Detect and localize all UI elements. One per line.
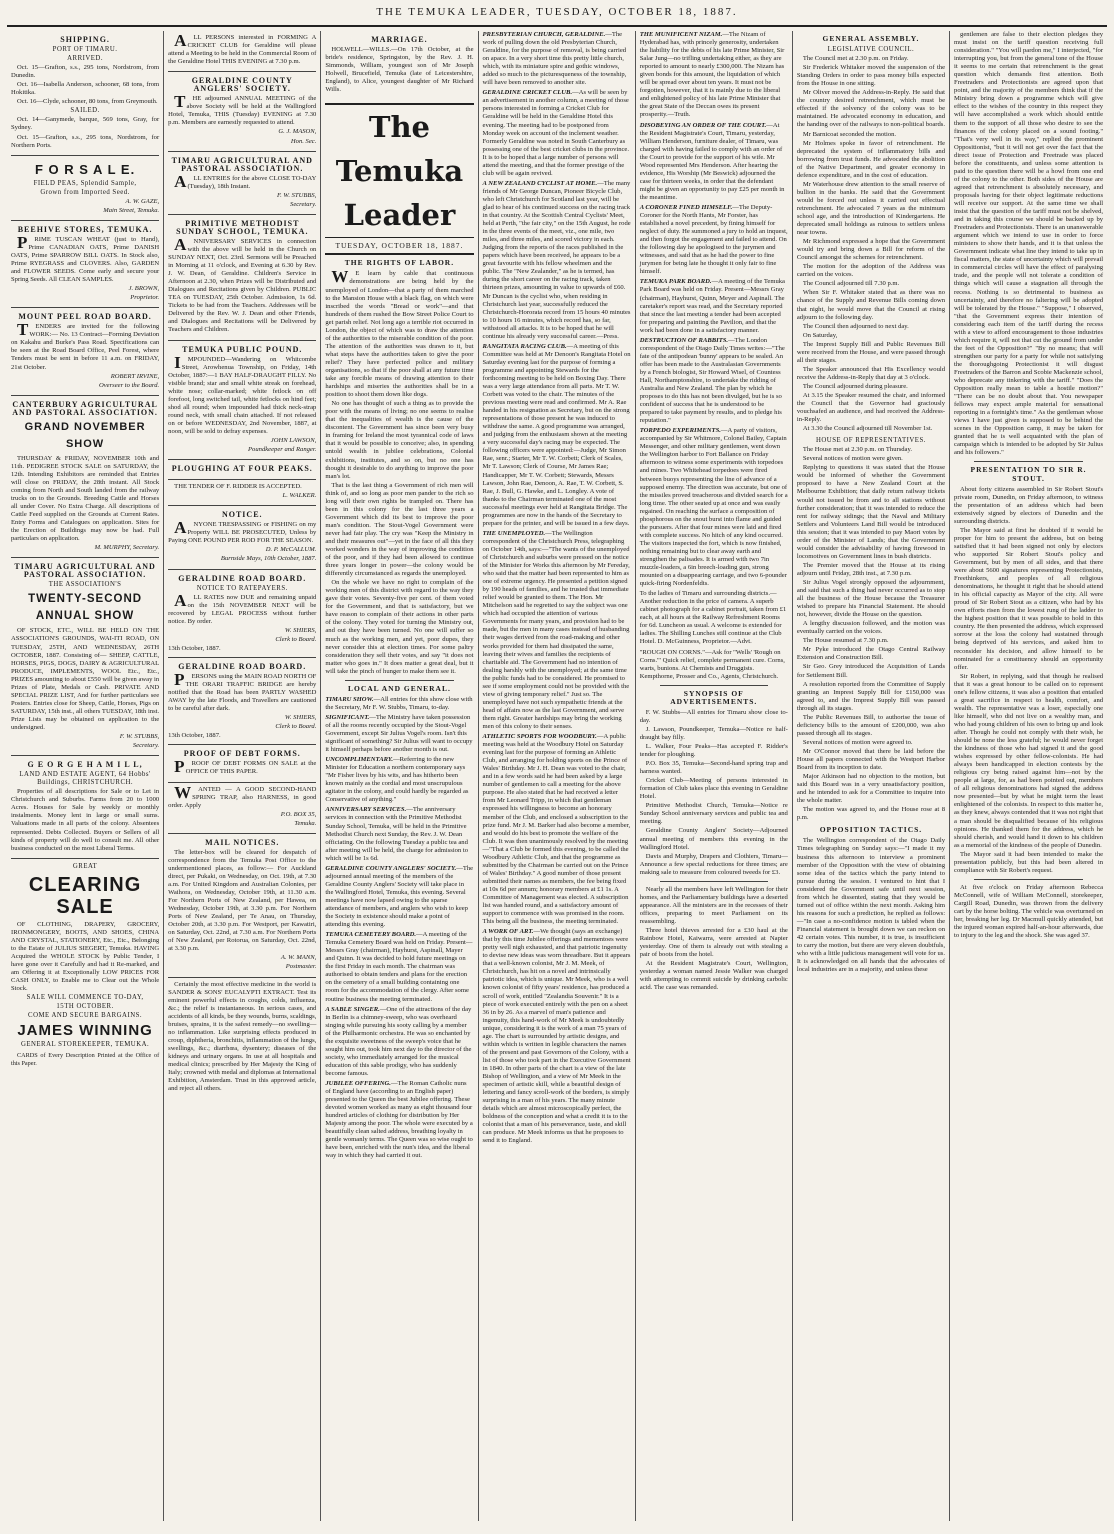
cricket-body: ALL PERSONS interested in FORMING A CRICKET CLUB for Geraldine will please attend a Meeting to be held in the Commercial Room of the Geraldine Hotel THIS EVENING at 7.30 p.m.	[168, 31, 317, 66]
advertiser-role: Overseer to the Board.	[98, 381, 160, 389]
editorial-paragraph: WE learn by cable that continuous demonstrations are being held by the unemployed of London—that a party of them marched to the Mansion House with a black flag, on which were inscribed the words "Bread or work"—and that hundreds of them rushed the Bow Street Police Court to get parish relief. Not long ago a terrible riot occurred in London, the object of which was to draw the attention of the authorities to the miserable condition of the poor. The attention of the authorities was drawn to it, but what steps have the authorities taken to give the poor relief? They have perfected police and military organisations, so that if the poor shall at any future time take any forcible means of drawing attention to their hardships and miseries the authorities shall be in a position to shoot them down like dogs.	[325, 267, 474, 399]
news-item-heading: TORPEDO EXPERIMENTS.	[639, 427, 721, 435]
clearing-body: OF CLOTHING, DRAPERY, GROCERY, IRONMONGERY, BOOTS, AND SHOES, CHINA AND CRYSTAL, STATIONERY, Etc., Etc., Belonging to the Estate of JULIUS SIEGERT, Temuka. HAVING Acquired the WHOLE STOCK by Public Tender, I have gone over it Carefully and had it Re-marked, and am Offering it at Exceptionally LOW PRICES FOR CASH ONLY, to Enable me to Clear out the Whole Stock.	[11, 920, 160, 993]
arrived-heading: ARRIVED.	[67, 55, 104, 63]
synopsis-item: Geraldine County Anglers' Society—Adjourned annual meeting of members this evening in the Wallingford Hotel.	[639, 827, 788, 851]
news-item-text: —As will be seen by an advertisement in another column, a meeting of those persons interested in forming a Cricket Club for Geraldine will be held in the Geraldine Hotel this evening. The meeting had to be postponed from Monday week on account of the inclement weather. Formerly Geraldine was noted in South Canterbury as possessing one of the best cricket clubs in the province. It is to be hoped that a large number of persons will attend the meeting, and that the former prestige of the club will be again revived.	[482, 89, 630, 177]
news-item	[325, 806, 473, 862]
news-item-heading: A WORK OF ART.	[482, 928, 534, 936]
news-item-text: —A public meeting was held at the Woodbury Hotel on Saturday evening last for the purpose of forming an Athletic Club, and arranging for holding sports on the Prince of Wales' Birthday. Mr J. H. Dean was voted to the chair, and in a few words said he had been asked by a large number of gentlemen to call a meeting for the above purpose. He also stated that he had received a letter from Mr Leonard Tripp, in which that gentleman expressed his willingness to become an honorary member of the Club, and enclosed a subscription to the prize fund. Mr J. M. Barker had also become a member, and would do his best to promote the welfare of the Club. It was then unanimously resolved by the meeting—"That a Club be formed this evening, to be called the Woodbury Athletic Club, and that the programme as submitted by the Chairman be carried out on the Prince of Wales' Birthday." A good number of those present submitted their names as members, the fee being fixed at 10s 6d per annum; honorary members at £1 1s. A Committee of Management was elected. A subscription list was handed round, and a satisfactory amount of support to commence with was promised in the room. This being all the business, the meeting terminated.	[482, 733, 631, 926]
news-item	[640, 337, 788, 426]
clearing-advertiser: JAMES WINNING	[17, 1022, 153, 1040]
wanted-body: WANTED — A GOOD SECOND-HAND SPRING TRAP, also HARNESS, in good order. Apply	[168, 782, 317, 809]
timaru-entries-ad	[168, 152, 316, 215]
news-item-heading: JUBILEE OFFERING.	[325, 1079, 391, 1087]
notice-title: NOTICE.	[221, 510, 263, 520]
sander-body: Certainly the most effective medicine in the world is SANDER & SONS' EUCALYPTI EXTRACT. Test its eminent powerful effects in coughs, colds, influenza, &c.; the relief is instantaneous. In serious cases, and accidents of all kinds, be they wounds, burns, scaldings, bruises, sprains, it is the safest remedy—no swelling—no inflammation. Like surprising effects produced in croup, diphtheria, bronchitis, inflammation of the lungs, swellings, &c.; diarrhœa, dysentery; diseases of the kidneys and urinary organs. In use at all hospitals and medical clinics; prescribed by Her Majesty the King of Italy; crowned with medal and diplomas at International Exhibition, Amsterdam. Trust in this approved article, and reject all others.	[168, 980, 317, 1093]
advertiser-name: D. P. McCALLUM.	[265, 546, 317, 554]
clearing-line: SALE WILL COMMENCE TO-DAY,	[26, 994, 144, 1002]
sailed-entry: Oct. 15—Grafton, s.s., 295 tons, Nordstrom, for Northern Ports.	[11, 133, 160, 149]
news-item-text: —At the Resident Magistrate's Court, Timaru, yesterday, William Henderson, furniture dealer, of Timaru, was charged with having failed to comply with an order of the Court to provide for the support of his wife. Mr Wood represented Mrs Henderson. After hearing the evidence, His Worship (Mr Beswick) adjourned the case for thirteen weeks, in order that the defendant might be given an opportunity to pay £25 per month in the meantime.	[639, 121, 785, 201]
house-paragraph: The motion was agreed to, and the House rose at 8 p.m.	[796, 806, 946, 822]
council-paragraph: The Speaker announced that His Excellency would receive the Address-in-Reply that day at 3 o'clock.	[796, 365, 946, 381]
methodist-title: PRIMITIVE METHODIST SUNDAY SCHOOL, TEMUKA.	[176, 218, 309, 236]
news-item-heading: GERALDINE COUNTY ANGLERS' SOCIETY.	[325, 864, 457, 872]
pound-title: TEMUKA PUBLIC POUND.	[182, 344, 303, 354]
tactics-continued: gentlemen are false to their election pledges they must insist on the tariff question receiving full consideration." "You will pardon me," I interjected, "for interrupting you, but from the general tone of the House it seems to me certain that retrenchment is the great question which demands first attention. Both Freetraders and Protectionists are agreed upon that point, and the majority of the members think that if the Ministry bring down a programme which will give effect to the wishes of the country in this respect they will have accomplished a work which should entitle them to the support of all those who desire to see the finances of the colony placed on a sound footing." "That's very well in its way," replied the prominent Oppositionist, "but it will not get over the fact that the direct issue of Protection and Freetrade was placed before the constituents, and unless some attention is paid to the question there will be a howl from one end of the colony to the other. Both sides of the House are agreed that retrenchment is absolutely necessary, and proposals having for their object legitimate reductions will receive our support. At the same time we shall insist that the question of the tariff must not be shelved, and in taking this course we should be backed up by Freetraders and Protectionists. There is an unanswerable argument which we intend to use in order to force ministers to show their hands, and it is that unless the Government indicate what line they intend to take up in fiscal matters, the state of uncertainty which will prevail in commercial circles will have the effect of paralysing trade, and the people will not tolerate a condition of things which will cause a stagnation all through the recess. Nothing is so detrimental to business as uncertainty, and therefore no faltering will be adopted will be tolerated by the House." "Suppose," I observed, "that the Government express their intention of considering each item of the tariff during the recess with a view to afford encouragement to those industries which require it, will not that cut the ground from under the feet of the Opposition?" "By no means; that will strengthen our party for a party for while not satisfying the thoroughgoing Protectionist it will disgust Freetraders of the Barron and Scobie Mackenzie school, who deprecate any tinkering with the tariff." "Does the Opposition really mean to table a hostile motion?" "There can be no doubt about that. You newspaper fellows may expect ample material for sensational reporting in a fortnight's time." As the gentleman whose views I have just given is supposed to be behind the scenes in the Opposition camp, it may be taken for granted that he is well acquainted with the plan of campaign which is intended to be adopted by Sir Julius and his followers."	[954, 31, 1104, 457]
news-item-heading: SIGNIFICANT.	[325, 713, 370, 721]
brief-item: Nearly all the members have left Wellington for their homes, and the Parliamentary buildings have a deserted appearance. All the ministers are in the recesses of their offices, preparing to meet Parliament on its reassembling.	[639, 885, 788, 925]
news-item-heading: PRESBYTERIAN CHURCH, GERALDINE.	[482, 31, 606, 38]
council-paragraph: Mr Oliver moved the Address-in-Reply. He said that the country desired retrenchment, which must be effected if the solvency of the colony was to be maintained. He advocated economy in education, and the handing over of the railways to non-political boards.	[796, 89, 946, 129]
advertiser-role: Postmaster.	[285, 963, 317, 971]
presentation-paragraph: The Mayor said at first he doubted if it would be proper for him to present the address, but on being satisfied that it had been signed not only by electors who supported Sir Robert Stout's policy and Government, but by men of all sides, and that there were about 5600 signatures representing Protectionists, Freethinkers, and peoples of all religious denominations, he thought it right that he should attend in his official capacity as Mayor of the city. All were proud of Sir Robert Stout as a citizen, who had by his own efforts risen from the lowest rung of the ladder to the highest position that it was possible to hold in this country. He then presented the address, which expressed sorrow at the loss the colony had sustained through being deprived of his services, and asked him to reconsider his decision, and allow himself to be nominated for a constituency should an opportunity offer.	[954, 526, 1104, 671]
column-1	[7, 31, 164, 1521]
news-item-heading: ATHLETIC SPORTS FOR WOODBURY.	[482, 733, 597, 741]
news-item	[325, 1006, 473, 1078]
clearing-line: COME AND SECURE BARGAINS.	[28, 1012, 143, 1020]
timaru-show-sub: THE ASSOCIATION'S	[48, 581, 122, 589]
synopsis-item: L. Walker, Four Peaks—Has accepted F. Ridder's tender for ploughing.	[639, 742, 788, 759]
news-item-text: —Referring to the new Minister for Education a northern contemporary says "Mr Fisher lives by his wits, and has hitherto been known mainly as the cordial and most unscrupulous agitator in the colony, and could hardly be regarded as Conservative of anything."	[325, 756, 469, 804]
methodist-body: ANNIVERSARY SERVICES in connection with the above will be held in the Church on SUNDAY NEXT, Oct. 23rd. Sermons will be Preached in Morning at 11 o'clock, and Evening at 6.30 by Rev. J. W. Dean, of Geraldine. Children's Service in Afternoon at 2.30, when Prizes will be Distributed and Dialogues and Recitations given by Children. PUBLIC TEA on TUESDAY, 25th October. Admission, 1s 6d. Tickets to be had from the Teachers. Addresses will be Delivered by the Rev. W. J. Dean and other Friends, and Dialogues and Recitations will be Delivered by Teachers and Children.	[168, 234, 317, 334]
tender-body: THE TENDER OF F. RIDDER IS ACCEPTED.	[174, 483, 302, 491]
news-item	[483, 89, 631, 178]
assembly-title: GENERAL ASSEMBLY.	[822, 34, 920, 43]
column-6	[793, 31, 950, 1521]
synopsis-item: Davis and Murphy, Drapers and Clothiers, Timaru—Announce a few special reductions for three times; are making sale to measure from coloured tweeds for £3.	[639, 852, 788, 876]
council-paragraph: Mr Barnicoat seconded the motion.	[802, 130, 897, 138]
house-paragraph: Major Atkinson had no objection to the motion, but said this Board was in a very unsatisfactory position, and he intended to ask for a Committee to inquire into the whole matter.	[796, 773, 946, 805]
clearing-sale-ad	[11, 859, 159, 1073]
news-item-text: —The Wellington correspondent of the Christchurch Press, telegraphing on October 14th, says:—"The wants of the unemployed of Christchurch and suburbs were pressed on the notice of the Minister for Works this afternoon by Mr Fereday, who said that the matter had been represented to him as one of extreme urgency. He presented a petition signed by 190 heads of families, and he trusted that immediate relief would be granted to them. The Hon. Mr Mitchelson said he regretted to say the subject was one which had occupied the attention of various Governments for many years, and provision had to be made, but the men in many cases instead of husbanding their wages derived from the road-making and other works provided for them had dissipated the same, leaving their wives and families the recipients of charitable aid. The Government had no intention of dealing harshly with the unemployed; at the same time the public funds had to be considered. He promised to see if some employment could not be provided with the view of giving temporary relief." Just so. The unemployed have not such sympathetic friends at the head of affairs now as the last Government, and serve them right. Greater hardships may bring the working men of this colony to their senses.	[482, 529, 630, 730]
council-paragraph: Sir Frederick Whitaker moved the suspension of the Standing Orders in order to pass money bills expected from the House in one sitting.	[796, 64, 946, 88]
house-title: HOUSE OF REPRESENTATIVES.	[815, 437, 926, 445]
proof-body: PROOF OF DEBT FORMS ON SALE at the OFFICE OF THIS PAPER.	[174, 757, 317, 777]
news-item	[483, 180, 631, 341]
house-paragraph: The House resumed at 7.30 p.m.	[802, 637, 889, 645]
divider	[974, 461, 1083, 462]
council-paragraph: At 3.15 the Speaker resumed the chair, and informed the Council that the Governor had graciously vouchsafed an audience, and had received the Address-in-Reply.	[796, 391, 946, 424]
house-paragraph: The Premier moved that the House at its rising adjourn until Friday, 28th inst., at 7.30 p.m.	[796, 561, 946, 577]
news-item-heading: RANGITATA RACING CLUB.	[482, 342, 567, 350]
trespass-notice	[168, 506, 316, 569]
news-item	[640, 204, 788, 276]
shipping-title: SHIPPING.	[60, 35, 110, 44]
canterbury-show-ad	[11, 396, 159, 559]
local-general-title: LOCAL AND GENERAL.	[348, 683, 451, 693]
arrived-entry: Oct. 15—Grafton, s.s., 295 tons, Nordstrom, from Dunedin.	[11, 64, 160, 80]
clearing-line: 15TH OCTOBER.	[56, 1003, 114, 1011]
news-item-text: —The Ministry have taken possession of all the rooms recently occupied by the Stout-Vogel Government, except Sir Julius Vogel's room. Isn't this significant of something? Sir Julius will want to occupy it himself perhaps before another month is out.	[325, 713, 473, 754]
news-item-heading: ANNIVERSARY SERVICES.	[325, 806, 407, 814]
synopsis-item: Cricket Club—Meeting of persons interested in formation of Club takes place this evening in Geraldine Hotel.	[639, 777, 788, 801]
road-board-title: GERALDINE ROAD BOARD.	[178, 661, 307, 671]
news-item-text: —The work of pulling down the old Presbyterian Church, Geraldine, for the purpose of removal, is being carried on apace. In a very short time this pretty little church, which, with its miniature spire and gothic windows, added so much to the picturesqueness of the township, will have been removed to another site.	[482, 31, 627, 87]
news-item-heading: TIMARU SHOW.	[325, 695, 374, 703]
dateline: TUESDAY, OCTOBER 18, 1887.	[325, 240, 473, 255]
column-4	[479, 31, 636, 1521]
presentation-paragraph: Sir Robert, in replying, said that though he realised that it was a great honour to be called on to represent one's fellow citizens, it was also a position that entailed a great sacrifice in respect to health, comfort, and wealth. The representative was a loser, especially one like himself, who did not live on a wealthy man, and who had young children of his own to bring up and look after. Though he could not comply with their wish, he should be none the less grateful; he would never forget the kindness of those who had signed it and the good wishes expressed by other fellow-colonists. He had always been handicapped in election contests by the religious cry being raised against him—not by the people at large, for, as had been pointed out, members of all religious denominations had signed the address now presented—but by what he might term the least enlightened of the colonists. In respect to this matter he, as they knew, always contended that it was not right that a man should be disqualified because of his religious opinions. He thanked them for the address, which he should cherish, and would hand it down to his children as a memorial of the kindness of the people of Dunedin.	[954, 672, 1104, 849]
house-paragraph: Sir Geo. Grey introduced the Acquisition of Lands for Settlement Bill.	[796, 663, 946, 679]
advertiser-name: W. SHIERS,	[284, 626, 317, 634]
news-item	[640, 31, 788, 120]
news-item-text: —A party of visitors, accompanied by Sir Whitmore, Colonel Bailey, Captain Messenger, and other military gentlemen, went down the Wellington harbor to Fort Ballance on Friday afternoon to witness some experiments with torpedoes and mines. Two Whitehead torpedoes were fired between buoys representing the line of advance of a supposed enemy. The direction was accurate, but one of the missiles proved treacherous and divided search for a long time. The other seated up at once and was easily regained. On reaching the surface a composition of phosphorous on the snout burst into flame and guided the pursuers. After that four mines were laid and fired with complete success. No hitch of any kind occurred. The visitors inspected the fort, which is now finished, nothing remaining but to clear away earth and strengthen the palisades. It is armed with two 7in muzzle-loaders, a 6in breech-loading gun, strong mounted on a disappearing carriage, and two 6-pounder quick-firing Nordenfeldts.	[639, 427, 788, 588]
council-title: LEGISLATIVE COUNCIL.	[827, 46, 915, 54]
advertiser-name: J. BROWN,	[128, 285, 160, 293]
advertiser-role: Hon. Sec.	[290, 137, 317, 145]
ploughing-ad	[168, 460, 316, 480]
council-paragraph: At 3.30 the Council adjourned till November 1st.	[802, 425, 933, 433]
advertiser-name: M. MURPHY, Secretary.	[94, 544, 160, 552]
timaru-show-headline: TWENTY-SECOND ANNUAL SHOW	[28, 593, 143, 623]
council-paragraph: The Imprest Supply Bill and Public Revenues Bill were received from the House, and were passed through all their stages.	[796, 340, 946, 364]
house-paragraph: Several notices of motion were agreed to.	[802, 738, 913, 746]
timaru-entries-title: TIMARU AGRICULTURAL AND PASTORAL ASSOCIATION.	[171, 155, 313, 173]
advertiser-address: Main Street, Temuka.	[103, 206, 160, 214]
editorial-paragraph: On the whole we have no right to complain of the working men of this district with regard to the way they gave their votes. Seventy-five per cent. of them voted for the Government, and that is satisfactory, but we have reason to complain of their actions in other parts of the colony. They voted for turning the Ministry out, and out they have been turned. No one will suffer so much as the working men, and yet, poor dupes, they never consider this at election times. For some paltry consideration they sell their votes, and say "it does not matter who goes in." It does matter a great deal, but it will take the pinch of hunger to make them see it.	[325, 579, 474, 675]
news-item-text: —The adjourned annual meeting of the members of the Geraldine County Anglers' Society will take place in the Wallingford Hotel, Temuka, this evening. Several meetings have now lapsed owing to the sparse attendance of members, and anglers who wish to keep the Society in existence should make a point of attending this evening.	[325, 864, 474, 929]
advertiser-name: L. WALKER.	[282, 492, 317, 500]
news-item	[483, 343, 631, 528]
marriage-title: MARRIAGE.	[371, 35, 428, 44]
timaru-show-title: TIMARU AGRICULTURAL AND PASTORAL ASSOCIATION.	[14, 562, 156, 580]
news-item	[325, 865, 473, 929]
news-item	[325, 1080, 473, 1160]
brief-item: Three hotel thieves arrested for a £30 haul at the Rainbow Hotel, Kaiwarra, were arrested at Napier yesterday. One of them is already out with stealing a pair of boots from the hotel.	[639, 926, 788, 959]
brief-item: At the Resident Magistrate's Court, Wellington, yesterday a woman named Jessie Walker was charged with attempting to commit suicide by drinking carbolic acid. The case was remanded.	[639, 960, 788, 992]
road-board-title: GERALDINE ROAD BOARD.	[178, 573, 307, 583]
hamill-ad	[11, 756, 159, 859]
news-item-heading: DISOBEYING AN ORDER OF THE COURT.	[639, 121, 767, 129]
rates-body: ALL RATES now DUE and remaining unpaid on the 15th NOVEMBER NEXT will be recovered by LEGAL PROCESS without further notice. By order.	[168, 590, 317, 625]
timaru-show-ad	[11, 558, 159, 756]
canterbury-body: THURSDAY & FRIDAY, NOVEMBER 10th and 11th. PEDIGREE STOCK SALE on SATURDAY, the 12th. Intending Exhibitors are reminded that Entries will close on FRIDAY, the 28th instant. All Stock coming from North and South landed from the railway trucks on to the Grounds. Breeding Cattle and Horses all under Cover. No Extra Charge. All descriptions of Cattle Feed supplied on the Grounds at Current Rates. Entry Forms and Catalogues on application. Sites for the Erection of Buildings may now be had. Full particulars on application.	[11, 454, 160, 543]
news-item-heading: A NEW ZEALAND CYCLIST AT HOME.	[482, 179, 598, 187]
council-paragraph: The Council met at 2.30 p.m. on Friday.	[802, 55, 909, 63]
news-item	[483, 530, 631, 731]
advertiser-role: Clerk to Board.	[275, 635, 317, 643]
marriage-notice	[325, 31, 473, 99]
council-paragraph: The Council adjourned during pleasure.	[802, 382, 908, 390]
editorial-paragraph: No one has thought of such a thing as to provide the poor with the means of living; no one seems to realise that the inequalities of wealth is the cause of the discontent. The Government has since been very busy in framing for Ireland the most tyrannical code of laws that it would be possible to conceive; also, in spending untold wealth in jubilee celebrations, Colonial exhibitions, institutes, and so on, but no one has thought it desirable to do anything to improve the poor man's lot.	[325, 400, 474, 480]
sailed-heading: SAILED.	[70, 107, 100, 115]
for-sale-ad	[11, 156, 159, 221]
advertiser-role: Proprietor.	[130, 294, 160, 302]
editorial-paragraph: That is the last thing a Government of rich men will think of, and so long as poor men pander to the rich so long will their own rights be trampled on. There has been in this colony for the last three years a Government which did its best to improve the poor man's condition. The Stout-Vogel Government were never had fair play. The cry was "Keep the Ministry in and their measures out"—yet in the face of all this they worked wonders in the way of improving the condition of the poor, and if they had been allowed to continue three years longer in power—the colony would be differently circumstanced as regards the unemployed.	[325, 481, 474, 578]
cricket-meeting-ad	[168, 31, 316, 72]
editorial-title: THE RIGHTS OF LABOR.	[344, 258, 455, 268]
for-sale-line: FIELD PEAS, Splendid Sample,	[33, 179, 137, 187]
canterbury-headline: GRAND NOVEMBER SHOW	[24, 420, 146, 450]
hamill-title: G E O R G E H A M I L L,	[27, 760, 143, 770]
beehive-stores-ad	[11, 221, 159, 308]
advertiser-name: A. W. GAZE,	[125, 197, 160, 205]
council-paragraph: Mr Waterhouse drew attention to the small reserve of bullion in the banks. He said that the Government would be forced out unless it carried out effectual retrenchment. He advocated 7 years as the minimum school age, and the introduction of Kindergartens. He deprecated small holdings as ruinous to settlers unless near towns.	[796, 180, 946, 237]
sander-ad	[168, 978, 316, 1099]
news-item-text: —A meeting of this Committee was held at Mr Denoon's Rangitata Hotel on Saturday evening last for the purpose of forming a programme and appointing Stewards for the forthcoming meeting to be held on Boxing Day. There was a very large attendance from all parts. Mr T. W. Corbett was voted to the chair. The minutes of the previous meeting were read and confirmed. Mr A. Rae handed in his resignation as Secretary, but on the strong representations of those present he was induced to withdraw the same. A good programme was arranged, and judging from the enthusiasm shown at the meeting a very successful day's racing may be expected. The following officers were appointed:—Judge, Mr Simon Rae, senr.; Starter, Mr T. W. Corbett; Clerk of Scales, Mr T. Lawson; Clerk of Course, Mr James Rae; Handicapper, Mr T. W. Corbett; Stewards, Messrs Lawson, John Rae, Denoon, A. Rae, T. W. Corbett, S. Rae, J. Bull, G. Hawke, and L. Longley. A vote of thanks to the Chairman terminated one of the most successful meetings ever held at Rangitata Bridge. The programmes are now in the hands of the Secretary to prepare for the printer, and will be issued in a few days.	[482, 342, 631, 527]
presentation-paragraph: The Mayor said it had been intended to make the presentation publicly, but this had been altered in compliance with Sir Robert's request.	[954, 850, 1104, 874]
port-title: PORT OF TIMARU.	[52, 46, 118, 54]
news-item	[325, 696, 473, 712]
column-5	[636, 31, 793, 1521]
masthead: The Temuka Leader	[325, 103, 473, 238]
beehive-title: BEEHIVE STORES, TEMUKA.	[17, 224, 153, 234]
marriage-body: HOLWELL—WILLS.—On 17th October, at the bride's residence, Springston, by the Rev. J. H. Simmonds, William, youngest son of Mr Joseph Holwell, Brucefield, Temuka (late of Leicestershire, England), to Alice, youngest daughter of Mr Richard Wills.	[325, 46, 474, 94]
timaru-show-body: OF STOCK, ETC., WILL BE HELD ON THE ASSOCIATION'S GROUNDS, WAI-ITI ROAD, ON TUESDAY, 25TH, AND WEDNESDAY, 26TH OCTOBER, 1887. Consisting of— SHEEP, CATTLE, HORSES, PIGS, DOGS, DAIRY & AGRICULTURAL PRODUCE, IMPLEMENTS, WOOL Etc., Etc., PRIZES amounting to about £550 will be given away in Prizes of Plate, Medals or Cash. PRIVATE AND SPECIAL PRIZE LIST, And for further particulars see Posters. Entries close for Sheep, Cattle, Horses, Pigs on SATURDAY, 15th inst., all others TUESDAY, 18th inst. Prize Lists may be obtained on application to the undersigned.	[11, 627, 160, 731]
timaru-entries-body: ALL ENTRIES for the above CLOSE TO-DAY (Tuesday), 18th Instant.	[174, 171, 317, 191]
news-item-text: —The many friends of Mr George Duncan, Pioneer Bicycle Club, who left Christchurch for Scotland last year, will be glad to hear of his continued success on the racing track in that country. At the Scottish Central Cyclists' Meet, held at Perth, "the fair city," on the 15th August, he rode in the three events of the meet, viz., one mile, two miles, and three miles, and scored victory in each. Judging from the reports of the races published in the papers which have been received, he appears to be a great favourite with his fellow wheelmen and the public. The "New Zealander," as he is termed, has during the short career on the racing track, taken thirteen prizes, amounting in value to upwards of £60. Mr Duncan is the cyclist who, when residing in Christchurch last year, successfully reduced the Christchurch-Hororata record from 15 hours 40 minutes to 10 hours 16 minutes, which record has, so far, withstood all attacks. It is to be hoped that he will continue his already very successful career.—Press.	[482, 179, 631, 340]
advertiser-role: Secretary.	[290, 200, 317, 208]
shipping-notice	[11, 31, 159, 156]
house-paragraph: A resolution reported from the Committee of Supply granting an Imprest Supply Bill for £150,000 was agreed to, and the Imprest Supply Bill was passed through all its stages.	[796, 680, 946, 712]
presentation-paragraph: About forty citizens assembled in Sir Robert Stout's private room, Dunedin, on Friday afternoon, to witness the presentation of an address which had been extensively signed by electors of Dunedin and the surrounding districts.	[954, 485, 1104, 525]
news-item-heading: A CORONER FINED HIMSELF.	[639, 203, 733, 211]
advertiser-name: P.O. BOX 35,	[280, 810, 317, 818]
hamill-body: Properties of all descriptions for Sale or to Let in Christchurch and Suburbs. Farms from 20 to 1000 Acres. Houses for Sale by weekly or monthly instalments. Money lent in large or small sums. Valuations made in all parts of the colony. Absentees represented. Debts Collected. Buyers or Sellers of all kinds of property will do well to consult me. All other business conducted on the most Liberal Terms.	[11, 788, 160, 852]
news-item-text: —The Deputy-Coroner for the North Hants, Mr Forster, has established a novel precedent, by fining himself for neglect of duty. He summoned a jury to hold an inquest, and then forgot the engagement and failed to attend. On the following day he apologised to the jurymen and witnesses, and said that as he had the power to fine jurymen for being late he thought it only fair to fine himself.	[639, 203, 788, 276]
cards-notice: CARDS of Every Description Printed at the Office of this Paper.	[11, 1052, 160, 1067]
clearing-advertiser-role: GENERAL STOREKEEPER, TEMUKA.	[20, 1041, 150, 1049]
news-item	[640, 427, 788, 588]
divider	[345, 680, 453, 681]
pound-ad	[168, 341, 316, 461]
news-item-heading: TEMUKA PARK BOARD.	[639, 278, 712, 286]
advertiser-role: Burnside Mays, 10th October, 1887.	[220, 555, 317, 563]
running-head	[7, 6, 1107, 27]
news-item	[325, 714, 473, 754]
proof-title: PROOF OF DEBT FORMS.	[183, 749, 301, 759]
advertiser-name: G. J. MASON,	[278, 128, 317, 136]
news-item-heading: DESTRUCTION OF RABBITS.	[639, 336, 729, 344]
accident-report: At five o'clock on Friday afternoon Rebecca McConnell, wife of William McConnell, storekeeper, Cargill Road, Dunedin, was thrown from the delivery cart by the horse bolting. The vehicle was overturned on her, breaking her leg. Dr Macmull quickly attended, but the injured woman expired half-an-hour afterwards, due to injury to the leg and the shock. She was aged 37.	[954, 883, 1104, 940]
notice-date: 13th October, 1887.	[168, 644, 221, 652]
running-head-title: THE TEMUKA LEADER, TUESDAY, OCTOBER 18, 1887.	[376, 6, 738, 18]
news-item	[325, 756, 473, 804]
council-paragraph: Mr Holmes spoke in favor of retrenchment. He deprecated the system of inflammatory bills and borrowing from trust funds. He advocated the abolition of the Native Department, and greater economy in defence expenditure, and in the cost of education.	[796, 139, 946, 179]
for-sale-title: F O R S A L E.	[34, 161, 136, 177]
mail-body: The letter-box will be cleared for despatch of correspondence from the Temuka Post Office to the undermentioned places, as follow:— For Auckland direct, per Pukaki, on Wednesday, on Oct. 19th, at 7.30 a.m. For United Kingdom and Australian Colonies, per Waihora, on Wednesday, October 19th, at 11.30 a.m. For Northern Ports of New Zealand, per Hawea, on Wednesday, October 19th, at 3.30 p.m. For Northern Ports of New Zealand, per Te Anau, on Thursday, October 20th, at 3.30 p.m. For Westport, per Kawatiri, on Saturday, Oct. 22nd, at 7.30 a.m. For Northern Ports of New Zealand, per Rotorua, on Saturday, Oct. 22nd, at 3.30 p.m.	[168, 848, 317, 953]
news-item-heading: THE UNEMPLOYED.	[482, 529, 546, 537]
newspaper-page	[7, 6, 1107, 1522]
tactics-title: OPPOSITION TACTICS.	[819, 825, 923, 835]
synopsis-item: Primitive Methodist Church, Temuka—Notice re Sunday School anniversary services and public tea and meeting.	[639, 802, 788, 826]
advertiser-name: ROBERT IRVINE,	[110, 372, 160, 380]
sailed-entry: Oct. 14—Ganymede, barque, 569 tons, Gray, for Sydney.	[11, 116, 160, 132]
advertiser-name: W. SHIERS,	[284, 714, 317, 722]
wanted-ad	[168, 783, 316, 834]
house-paragraph: The Public Revenues Bill, to authorise the issue of deficiency bills to the amount of £200,000, was also passed through all its stages.	[796, 713, 946, 737]
divider	[660, 685, 768, 686]
news-item-text: —The London correspondent of the Otago Daily Times writes:—"The fate of the antipodean 'bunny' appears to be sealed. An offer has been made to the Australasian Governments by a French biologist, Sir Howard Wisel, of Countess Hall, Northamptonshire, to undertake the ridding of Australia and New Zealand. The plan by which he proposes to do this has not been divulged, but he is so confident of success that he is understood to be prepared to take payment by results, and to pledge his reputation."	[639, 336, 785, 425]
pound-body: IMPOUNDED—Wandering on Whitcombe Street, Arowhenua Township, on Friday, 14th October, 1887:—1 BAY HALF-DRAUGHT FILLY. No visible brand; star and small white streak on forehead, white nose; collar-marked; white fetlock on off forefoot, long switched tail, white fetlocks on hind feet; shod all round; when impounded had thick neck-strap round neck, with small chain attached. If not released on or before WEDNESDAY, 2nd November, 1887, at noon, will be sold to defray expenses.	[168, 352, 317, 435]
news-item-text: —A meeting of the Temuka Park Board was held on Friday. Present—Messrs Gray (chairman), Hayhurst, Quinn, Meyer and Aspinall. The caretaker's report was read, and the Secretary reported that since the last meeting a tender had been accepted for preparing and painting the Pavilion, and that the work had been done in a satisfactory manner.	[639, 278, 785, 334]
ploughing-title: PLOUGHING AT FOUR PEAKS.	[171, 464, 313, 474]
house-paragraph: A lengthy discussion followed, and the motion was eventually carried on the voices.	[796, 620, 946, 636]
synopsis-item: J. Lawson, Poundkeeper, Temuka—Notice re half-draught bay filly.	[639, 725, 788, 741]
for-sale-line: Grown from Imported Seed.	[40, 188, 130, 196]
council-paragraph: The motion for the adoption of the Address was carried on the voices.	[796, 263, 946, 279]
mail-title: MAIL NOTICES.	[205, 837, 280, 847]
advertiser-role: Temuka.	[294, 819, 317, 827]
clearing-headline: CLEARING SALE	[28, 873, 142, 918]
divider	[660, 881, 768, 882]
advertiser-name: F. W. STUBBS,	[276, 191, 317, 199]
news-item-text: —All entries for this show close with the Secretary, Mr F. W. Stubbs, Timaru, to-day.	[325, 695, 473, 711]
council-paragraph: The Council then adjourned to next day.	[802, 322, 909, 330]
council-paragraph: The Council adjourned till 7.30 p.m.	[802, 280, 900, 288]
rates-notice	[168, 570, 316, 658]
house-paragraph: Several notices of motion were given.	[802, 455, 903, 463]
canterbury-title: CANTERBURY AGRICULTURAL AND PASTORAL ASSOCIATION.	[12, 399, 158, 417]
arrived-entry: Oct. 16—Clyde, schooner, 80 tons, from Greymouth.	[17, 98, 158, 106]
advertiser-role: Clerk to Board.	[275, 723, 317, 731]
divider	[974, 879, 1083, 880]
mount-peel-body: TENDERS are invited for the following WORK:— No. 13 Contract—Forming Deviation on Kakahu and Burke's Pass Road. Specifications can be seen at the Road Board Office, Peel Forest, where Tenders must be sent in before 11 a.m. on FRIDAY, 21st October.	[11, 320, 160, 371]
news-item	[640, 122, 788, 202]
road-washed-body: PERSONS using the MAIN ROAD NORTH OF THE ORARI TRAFFIC BRIDGE are hereby notified that the Road has been PARTLY WASHED AWAY by the late Floods, and Travellers are cautioned to be careful after dark.	[168, 670, 317, 713]
notice-date: 13th October, 1887.	[168, 732, 221, 740]
advertiser-role: Poundkeeper and Ranger.	[248, 446, 317, 454]
house-paragraph: Mr O'Connor moved that there be laid before the House all papers connected with the Westport Harbor Board from its inception to date.	[796, 747, 946, 772]
rates-sub: NOTICE TO RATEPAYERS.	[196, 584, 288, 592]
anglers-body: THE adjourned ANNUAL MEETING of the above Society will be held at the Wallingford Hotel, Temuka, THIS (Tuesday) EVENING at 7.30 p.m. Members are earnestly requested to attend.	[168, 92, 317, 127]
house-paragraph: Mr Pyke introduced the Otago Central Railway Extension and Construction Bill.	[796, 646, 946, 662]
news-item	[640, 590, 788, 646]
synopsis-title: SYNOPSIS OF ADVERTISEMENTS.	[670, 688, 758, 706]
news-item-text: —The anniversary services in connection with the Primitive Methodist Sunday School, Temuka, will be held in the Primitive Methodist Church next Sunday, the Rev. J. W. Dean officiating. On the following Tuesday a public tea and after meeting will be held, the charge for admission to which will be 1s 6d.	[325, 806, 469, 862]
anglers-ad	[168, 72, 316, 151]
tactics-paragraph: The Wellington correspondent of the Otago Daily Times telegraphing on Sunday says:—"I made it my business this afternoon to interview a prominent member of the Opposition with the view of obtaining some idea of the tactics which the party intend to pursue during the session. I ventured to hint that I considered the Government safe until next session, from which he dissented, stating that they would be turned out of office within the next month. Asking him his reasons for such a prediction, he replied as follows:—"In case a no-confidence motion is tabled when the Financial statement is brought down we can reckon on 42 certain votes. This number, it is true, is insufficient to carry the motion, but there are very eleven doubtfuls, who with a little judicious management will vote for us. It is acknowledged on all hands that the advocates of local industries are in a majority, and unless these	[796, 837, 946, 974]
advertiser-name: A. W. MANN,	[280, 954, 317, 962]
clearing-pre: GREAT	[72, 862, 98, 870]
synopsis-item: P.O. Box 35, Temuka—Second-hand spring trap and harness wanted.	[639, 760, 788, 776]
news-item	[325, 931, 473, 1003]
news-item	[483, 928, 631, 1145]
news-item-heading: A SABLE SINGER.	[325, 1005, 380, 1013]
house-paragraph: Sir Julius Vogel strongly opposed the adjournment, and said that such a thing had never occurred as to stop all the business of the House because the Treasurer wished to prepare his Financial Statement. He should not, however, divide the House on the question.	[796, 579, 946, 619]
advertiser-name: F. W. STUBBS,	[119, 733, 160, 741]
notice-body: ANYONE TRESPASSING or FISHING on my Property WILL BE PROSECUTED, Unless by Paying ONE POUND PER ROD FOR THE SEASON.	[168, 518, 317, 545]
news-item-heading: THE MUNIFICENT NIZAM.	[639, 31, 723, 38]
advertiser-name: JOHN LAWSON,	[270, 437, 317, 445]
proof-forms-ad	[168, 745, 316, 782]
arrived-entry: Oct. 16—Isabella Anderson, schooner, 68 tons, from Hokitika.	[11, 81, 160, 97]
column-3	[321, 31, 478, 1521]
mail-notices	[168, 834, 316, 978]
house-paragraph: Replying to questions it was stated that the House would be informed of whether the Government proposed to have a New Zealand Court at the Melbourne Exhibition; that daily return railway tickets would not issued be from and to all stations without further consideration; that it was intended to reduce the rent for railway sidings; that the Naval and Military Settlers and Volunteers Land Bill would be introduced this session; that it was intended to pay Maori votes by order of the Minister of Lands; that the Government would consider the advisability of having firewood in locomotives on Government lines in bush districts.	[796, 464, 946, 560]
council-paragraph: When Sir F. Whitaker stated that as there was no chance of the Supply and Revenue Bills coming down that night, he would move that the Council at rising adjourn to the following day.	[796, 289, 946, 321]
council-paragraph: On Saturday,	[802, 331, 838, 339]
columns	[7, 31, 1107, 1521]
tender-ad	[168, 480, 316, 506]
anglers-title: GERALDINE COUNTY ANGLERS' SOCIETY.	[191, 76, 293, 94]
news-item-text: —The Roman Catholic nuns of England have (according to an English paper) presented to the Queen the best Jubilee offering. These devoted women worked as many as eight thousand four hundred articles of clothing for distribution by Her Majesty among the poor. The whole were executed by a beautifully clean salted address, breathing loyalty in gentle womanly terms. The Queen was so wise ought to have been, enriched with the nun's idea, and the liberal way in which they had carried it out.	[325, 1079, 473, 1160]
advertiser-role: Secretary.	[132, 742, 160, 750]
news-item-text: "ROUGH ON CORNS."—Ask for "Wells' 'Rough on Corns.'" Quick relief, complete permanent cure. Corns, warts, bunions. At Chemists and Druggists. Kempthorne, Prosser and Co., Agents, Christchurch.	[639, 648, 785, 680]
news-item	[640, 649, 788, 681]
news-item	[483, 733, 631, 926]
news-item	[640, 278, 788, 334]
road-washed-notice	[168, 658, 316, 745]
news-item-heading: GERALDINE CRICKET CLUB.	[482, 89, 573, 97]
news-item-text: —One of the attractions of the day in Berlin is a chimney-sweep, who was overheard singing while pursuing his sooty calling by a member of the Philharmonic orchestra. He was so enchanted by the exquisite sweetness of the sweep's voice that he sought him out, took him next day to the director of the society, who immediately arranged for the musical education of this sable prodigy, who has suddenly become famous.	[325, 1005, 472, 1077]
column-7	[950, 31, 1107, 1521]
methodist-ad	[168, 215, 316, 341]
news-item-text: —We thought (says an exchange) that by this time Jubilee offerings and mementoes were pretty well nigh exhausted, and that patriotic ingenuity to devise new ideas was worn threadbare. But it appears that a well-known colonist, Mr J. M. Meek, of Christchurch, has hit on a novel and intrinsically patriotic idea, which is unique. Mr Meek, who is a well known colonist of fifty years' residence, has produced a scroll of work, entitled "Zealandia Souvenir." It is a piece of work executed entirely with the pen on a sheet 36 in by 26. As a marvel of man's patience and ingenuity, this hand-work of Mr Meek is undoubtedly unique, considering it is the work of a man 75 years of age. The chart is surrounded by artistic designs, and within which is written in legible characters the names of the present and past Governors of the Colony, with a list of those who took part in the Executive Government in 1840. In other parts of the chart is a view of the late Bishop of Wellington, and a view of Mr Meek in the specimen of artistic skill, while a beautiful design of lettering and fancy scroll-work of the borders, is simply surprising in a man of his years. The many minute details which are almost microscopically perfect, the boldness of the conception and what a credit it is to the colonist that a man of his perseverance, taste, and skill can produce. Mr Meek informs us that he proposes to send it to England.	[482, 928, 631, 1145]
presentation-title: PRESENTATION TO SIR R. STOUT.	[970, 465, 1087, 483]
beehive-body: PRIME TUSCAN WHEAT (just to Hand), Prime CANADIAN OATS, Prime DANISH OATS, Prime SPARROW BILL OATS. In Stock also, Prime RYEGRASS and CLOVERS. Also, GARDEN and FLOWER SEEDS. Come early and secure your Spring Seeds. All CLEAN SAMPLES.	[11, 232, 160, 284]
news-item-heading: TEMUKA CEMETERY BOARD.	[325, 931, 417, 939]
news-item-text: —A meeting of the Temuka Cemetery Board was held on Friday. Present—Messrs Gray (chairman), Hayhurst, Aspinall, Mayer and Quinn. It was decided to hold future meetings on the first Friday in each month. The chairman was authorised to obtain tenders and plans for the erection on the cemetery of a small building containing one room for the accommodation of the clergy. After some routine business the meeting terminated.	[325, 931, 473, 1003]
synopsis-item: F. W. Stubbs—All entries for Timaru show close to-day.	[639, 708, 788, 724]
news-item-heading: UNCOMPLIMENTARY.	[325, 756, 394, 764]
mount-peel-title: MOUNT PEEL ROAD BOARD.	[18, 312, 152, 322]
council-paragraph: Mr Richmond expressed a hope that the Government would try and bring down a Bill for reform of the Council amongst the schemes for retrenchment.	[796, 238, 946, 262]
news-item-text: To the ladies of Timaru and surrounding districts.—Another reduction in the price of camera. A superb cabinet photograph for a cabinet portrait, taken from £1 each, at all hours at the Railway Refreshment Rooms for 6d. Luncheon as usual. A welcome is extended for ladies. The Shilling Lunches still continue at the Club Hotel. D. McGuinness, Proprietor.—Advt.	[639, 590, 787, 646]
column-2	[164, 31, 321, 1521]
mount-peel-ad	[11, 308, 159, 395]
house-paragraph: The House met at 2.30 p.m. on Thursday.	[802, 446, 913, 454]
hamill-sub: LAND AND ESTATE AGENT, 64 Hobbs' Buildings, CHRISTCHURCH.	[19, 771, 151, 787]
news-item	[483, 31, 631, 87]
news-item-text: —The Nizam of Hyderabad has, with princely generosity, undertaken the liability for the debts of his late Prime Minister, Sir Salar Jung—no trifling undertaking either, as they are reported to amount to nearly £300,000. The Nizam has given bonds for this amount, the liquidation of which will be spread over about ten years. It must not be forgotten, however, that it is mainly due to the liberal and enlightened policy of his late Prime Minister that the great State of the Deccan owes its present prosperity.—Truth.	[639, 31, 785, 119]
